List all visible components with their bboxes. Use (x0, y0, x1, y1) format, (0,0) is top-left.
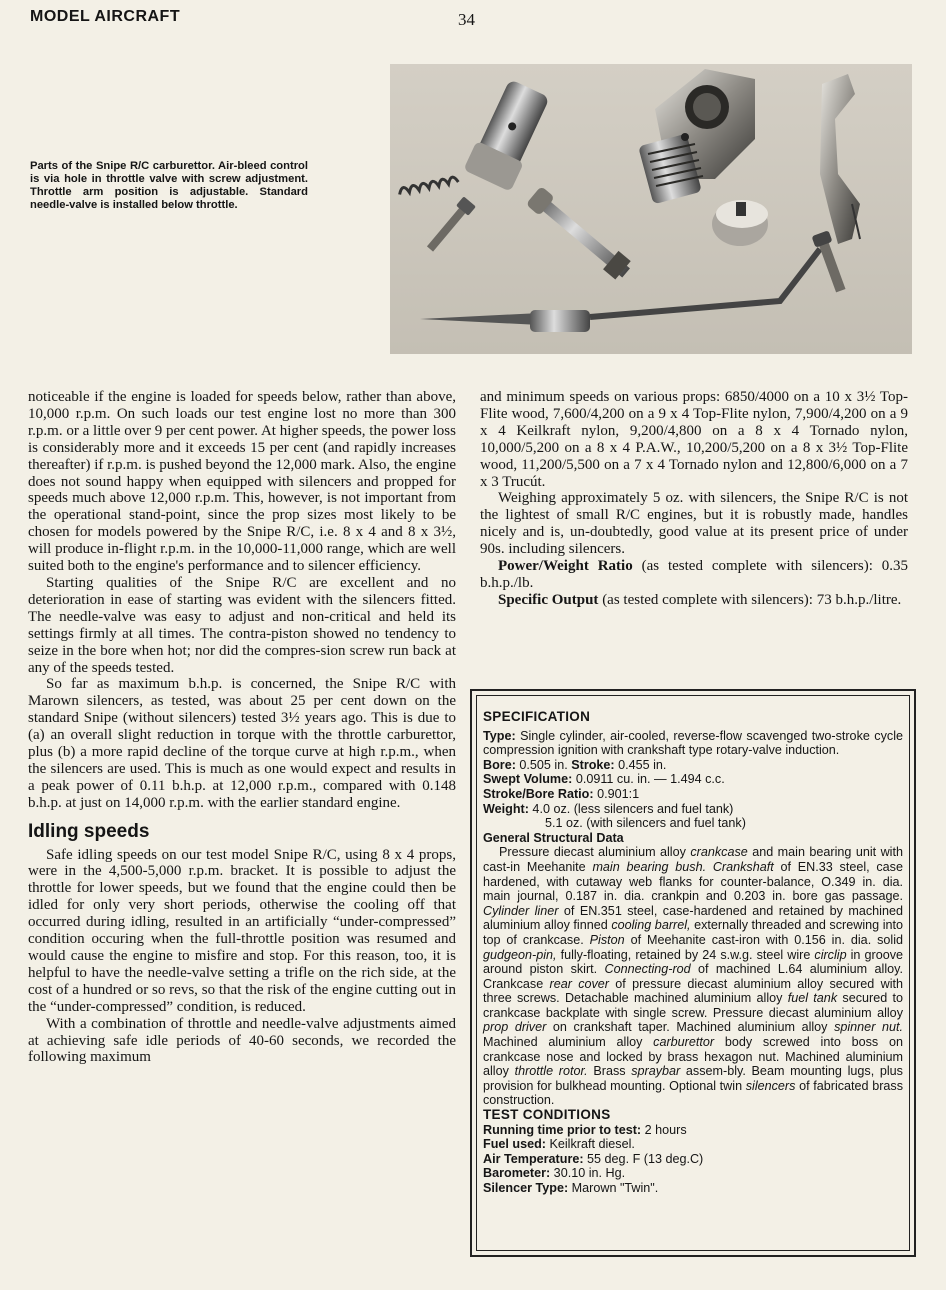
spec-stroke-bore-ratio (483, 787, 903, 802)
figure-caption: Parts of the Snipe R/C carburettor. Air-bleed control is via hole in throttle valve with screw adjustment. Throttle arm position is adjustable. Standard needle-valve is installed below throttle. (30, 160, 308, 211)
paragraph: Starting qualities of the Snipe R/C are excellent and no deterioration in ease of starting was evident with the silencers fitted. The needle-valve was easy to adjust and non-critical and held its settings firmly at all times. The contra-piston showed no tendency to seize in the bore when hot; nor did the compres-sion screw run back at any of the speeds tested. (28, 574, 456, 676)
label: Specific Output (498, 591, 599, 608)
label: Stroke: (571, 757, 615, 772)
value: (as tested complete with silencers): 0.35 b.h.p./lb. (480, 558, 909, 591)
test-silencer-type (483, 1181, 903, 1196)
label: Weight: (483, 801, 529, 816)
general-structural-data: Pressure diecast aluminium alloy crankcase and main bearing unit with cast-in Meehanite main bearing bush. Crankshaft of EN.33 steel, case hardened, with cutaway web flanks for counter-balance, O.349 in. dia. main journal, 0.187 in. dia. crankpin and 0.203 in. bore gas passage. Cylinder liner of EN.351 steel, case-hardened and retained by machined aluminium alloy finned cooling barrel, externally threaded and screwing into top of crankcase. Piston of Meehanite cast-iron with 0.156 in. dia. solid gudgeon-pin, fully-floating, retained by 24 s.w.g. steel wire circlip in groove around piston skirt. Connecting-rod of machined L.64 aluminium alloy. Crankcase rear cover of pressure diecast aluminium alloy secured with three screws. Detachable machined aluminium alloy fuel tank secured to crankcase backplate with single screw. Pressure diecast aluminium alloy prop driver on crankshaft taper. Machined aluminium alloy spinner nut. Machined aluminium alloy carburettor body screwed into boss on crankcase nose and locked by brass hexagon nut. Machined aluminium alloy throttle rotor. Brass spraybar assem-bly. Beam mounting lugs, plus provision for bulkhead mounting. Optional twin silencers of fabricated brass construction. (483, 845, 904, 1108)
label: Type: (483, 728, 516, 743)
running-header-title: MODEL AIRCRAFT (30, 8, 181, 25)
label: Bore: (483, 757, 516, 772)
spec-bore-stroke (483, 758, 903, 773)
spec-weight (483, 802, 903, 817)
test-running-time (483, 1123, 903, 1138)
paragraph: noticeable if the engine is loaded for speeds below, rather than above, 10,000 r.p.m. On such loads our test engine lost no more than 300 r.p.m. or a little over 9 per cent power. At higher speeds, the power loss is considerably more and it exceeds 15 per cent (and rapidly increases thereafter) if r.p.m. is pushed beyond the 12,000 mark. Also, the engine does not sound happy when equipped with silencers and propped for speeds much above 12,000 r.p.m. This, however, is not important from the operational stand-point, since the prop sizes most likely to be chosen for models powered by the Snipe R/C, i.e. 8 x 4 and 8 x 3½, will produce in-flight r.p.m. in the 10,000-11,000 range, which are well suited both to the engine's performance and to silencer efficiency. (28, 389, 456, 575)
spec-weight-2: 5.1 oz. (with silencers and fuel tank) (545, 816, 746, 831)
general-structural-data-heading: General Structural Data (483, 830, 624, 845)
value: 0.455 in. (614, 757, 667, 772)
label: Barometer: (483, 1166, 551, 1181)
label: Stroke/Bore Ratio: (483, 786, 594, 801)
spec-swept-volume (483, 772, 903, 787)
value: 2 hours (641, 1122, 687, 1137)
test-conditions-heading: TEST CONDITIONS (483, 1107, 611, 1123)
value: 0.505 in. (515, 757, 568, 772)
value: Marown "Twin". (568, 1181, 659, 1195)
test-fuel (483, 1137, 903, 1152)
carburettor-parts-illustration (390, 64, 912, 354)
spec-type (483, 729, 903, 758)
specification-heading: SPECIFICATION (483, 709, 591, 724)
label: Power/Weight Ratio (498, 558, 633, 575)
collar (712, 200, 768, 246)
value: Single cylinder, air-cooled, reverse-flow scavenged two-stroke cycle compression ignition with crankshaft type rotary-valve induction. (483, 728, 903, 758)
paragraph: So far as maximum b.h.p. is concerned, the Snipe R/C with Marown silencers, as tested, was about 25 per cent down on the standard Snipe (without silencers) tested 3½ years ago. This is due to (a) an overall slight reduction in torque with the throttle carburettor, plus (b) a more rapid decline of the torque curve at high r.p.m., when the silencers are used. This is much as one would expect and results in a peak power of 0.11 b.h.p. at 12,000 r.p.m., compared with 0.148 b.h.p. at just on 14,000 r.p.m. with the earlier standard engine. (28, 676, 456, 811)
paragraph: With a combination of throttle and needle-valve adjustments aimed at achieving safe idle periods of 40-60 seconds, we recorded the following maximum (28, 1015, 456, 1066)
label: Fuel used: (483, 1137, 546, 1152)
specification-content (476, 695, 910, 1251)
value: 55 deg. F (13 deg.C) (583, 1151, 704, 1166)
value: 30.10 in. Hg. (550, 1166, 626, 1181)
paragraph: Weighing approximately 5 oz. with silencers, the Snipe R/C is not the lightest of small R/C engines, but it is robustly made, handles nicely and is, un-doubtedly, good value at its present price of under 90s. including silencers. (480, 490, 908, 558)
paragraph: and minimum speeds on various props: 6850/4000 on a 10 x 3½ Top-Flite wood, 7,600/4,200 on a 9 x 4 Top-Flite nylon, 7,900/4,200 on a 9 x 4 Keilkraft nylon, 9,200/4,800 on a 8 x 4 Tornado nylon, 10,000/5,200 on a 8 x 4 P.A.W., 10,200/5,200 on a 8 x 3½ Top-Flite wood, 11,200/5,500 on a 7 x 4 Tornado nylon and 12,800/6,000 on a 7 x 3 Trucút. (480, 389, 908, 490)
value: Keilkraft diesel. (545, 1137, 635, 1152)
value: 0.0911 cu. in. — 1.494 c.c. (572, 772, 725, 787)
label: Silencer Type: (483, 1181, 569, 1195)
paragraph: Safe idling speeds on our test model Snipe R/C, using 8 x 4 props, were in the 4,500-5,000 r.p.m. bracket. It is possible to adjust the throttle for lower speeds, but we found that the engine could then be idled for only very short periods, otherwise the cooling off that occurred during idling, resulted in an artificially “under-compressed” condition occuring when the full-throttle position was resumed and would cause the engine to misfire and stop. For this reason, too, it is helpful to have the needle-valve setting a trifle on the rich side, at the cost of a hundred or so revs, so that the risk of the engine cutting out in the “under-compressed” condition, is reduced. (28, 846, 456, 1015)
specification-box (470, 689, 916, 1257)
label: Running time prior to test: (483, 1122, 642, 1137)
right-column (480, 389, 908, 609)
value: 4.0 oz. (less silencers and fuel tank) (528, 801, 734, 816)
power-weight-ratio (480, 558, 908, 592)
page-number: 34 (458, 10, 475, 29)
section-heading-idling-speeds: Idling speeds (28, 820, 150, 842)
left-column (28, 389, 456, 1066)
label: Air Temperature: (483, 1151, 584, 1166)
specific-output (480, 592, 908, 609)
test-barometer (483, 1166, 903, 1181)
value: (as tested complete with silencers): 73 b.h.p./litre. (598, 591, 902, 608)
test-air-temperature (483, 1152, 903, 1167)
carburettor-parts-photo (390, 64, 912, 354)
label: Swept Volume: (483, 772, 573, 787)
value: 0.901:1 (593, 786, 640, 801)
